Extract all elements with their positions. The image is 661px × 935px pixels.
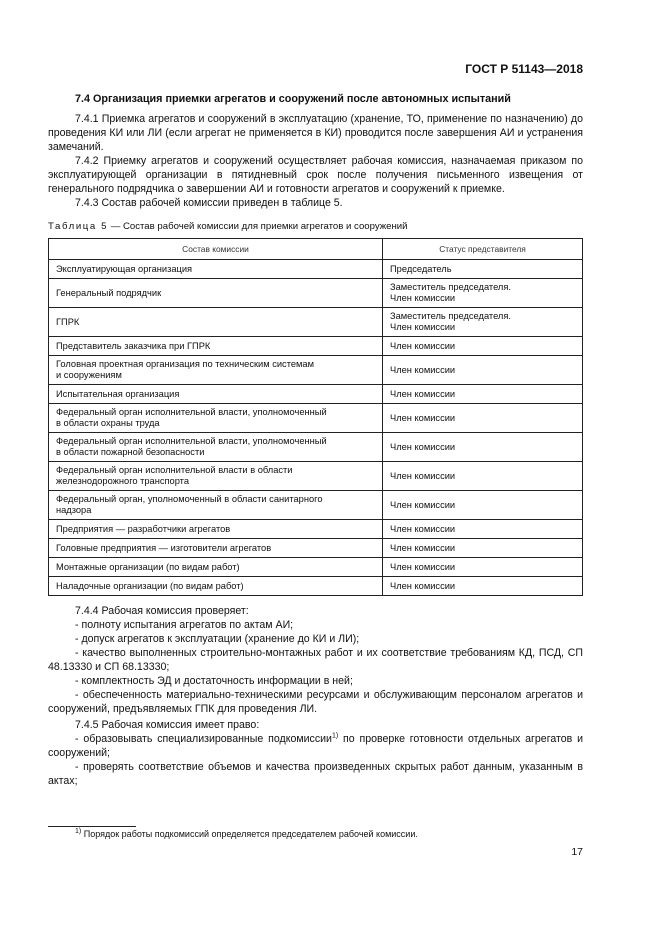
list-item: - допуск агрегатов к эксплуатации (хранение до КИ и ЛИ); <box>75 633 360 645</box>
list-item: - качество выполненных строительно-монтажных работ и их соответствие требованиям КД, ПСД, СП 48.13330 и СП 68.13330; <box>48 647 583 673</box>
table-row <box>49 279 583 308</box>
cell-member: ГПРК <box>49 308 383 337</box>
rights-intro: 7.4.5 Рабочая комиссия имеет право: <box>75 719 260 731</box>
cell-member <box>49 462 383 491</box>
checks-list <box>48 604 583 716</box>
table-row <box>49 558 583 577</box>
cell-member: Представитель заказчика при ГПРК <box>49 337 383 356</box>
table-row <box>49 356 583 385</box>
cell-status: Член комиссии <box>383 558 583 577</box>
table-row <box>49 337 583 356</box>
member-text: Федеральный орган исполнительной власти в области железнодорожного транспорта <box>56 465 293 486</box>
member-text: Федеральный орган исполнительной власти, уполномоченный в области пожарной безопасности <box>56 436 327 457</box>
list-item: - комплектность ЭД и достаточность информации в ней; <box>75 675 353 687</box>
footnote-reference: 1) <box>331 732 339 740</box>
table-row <box>49 260 583 279</box>
table-row <box>49 433 583 462</box>
paragraph-7-4-3: 7.4.3 Состав рабочей комиссии приведен в таблице 5. <box>75 197 343 209</box>
table-caption <box>48 220 583 234</box>
cell-status: Член комиссии <box>383 577 583 596</box>
table-header-row <box>49 239 583 260</box>
rights-item1-rest: по проверке готовности отдельных агрегатов и сооружений; <box>48 733 583 759</box>
checks-intro: 7.4.4 Рабочая комиссия проверяет: <box>75 605 249 617</box>
status-line: Заместитель председателя. Член комиссии <box>390 282 511 303</box>
member-text: Федеральный орган исполнительной власти, уполномоченный в области охраны труда <box>56 407 327 428</box>
footnote <box>75 829 418 839</box>
table-row <box>49 385 583 404</box>
footnote-mark: 1) <box>75 828 82 835</box>
status-line: Заместитель председателя. Член комиссии <box>390 311 511 332</box>
list-item <box>48 732 583 760</box>
page-content <box>48 92 583 788</box>
footnote-divider <box>48 826 136 827</box>
list-item: - полноту испытания агрегатов по актам АИ; <box>75 619 294 631</box>
cell-status: Член комиссии <box>383 539 583 558</box>
cell-member: Головные предприятия — изготовители агрегатов <box>49 539 383 558</box>
cell-status: Член комиссии <box>383 337 583 356</box>
cell-member <box>49 491 383 520</box>
cell-status <box>383 308 583 337</box>
commission-table <box>48 238 583 596</box>
table-row <box>49 404 583 433</box>
cell-status: Председатель <box>383 260 583 279</box>
cell-member: Предприятия — разработчики агрегатов <box>49 520 383 539</box>
table-row <box>49 491 583 520</box>
cell-member <box>49 433 383 462</box>
cell-status: Член комиссии <box>383 520 583 539</box>
standard-number: ГОСТ Р 51143—2018 <box>465 62 583 76</box>
member-text: Головная проектная организация по техническим системам и сооружениям <box>56 359 314 380</box>
table-row <box>49 539 583 558</box>
cell-status <box>383 279 583 308</box>
table-row <box>49 577 583 596</box>
section-title: 7.4 Организация приемки агрегатов и сооружений после автономных испытаний <box>75 93 511 105</box>
table-row <box>49 462 583 491</box>
page-number: 17 <box>571 846 583 858</box>
rights-item1-text: - образовывать специализированные подкомиссии <box>75 733 332 745</box>
member-text: Федеральный орган, уполномоченный в области санитарного надзора <box>56 494 323 515</box>
list-item: - проверять соответствие объемов и качества произведенных скрытых работ данным, указанным в актах; <box>48 761 583 787</box>
cell-member <box>49 404 383 433</box>
table-caption-text: — Состав рабочей комиссии для приемки агрегатов и сооружений <box>108 221 408 232</box>
table-row <box>49 308 583 337</box>
header-status: Статус представителя <box>383 239 583 260</box>
rights-list <box>48 718 583 788</box>
paragraph-7-4-1: 7.4.1 Приемка агрегатов и сооружений в эксплуатацию (хранение, ТО, применение по назначению) до проведения КИ или ЛИ (если агрегат не применяется в КИ) проводится после завершения АИ и устранения замечаний. <box>48 113 583 153</box>
cell-status: Член комиссии <box>383 356 583 385</box>
table-row <box>49 520 583 539</box>
cell-member: Наладочные организации (по видам работ) <box>49 577 383 596</box>
cell-status: Член комиссии <box>383 433 583 462</box>
header-composition: Состав комиссии <box>49 239 383 260</box>
cell-status: Член комиссии <box>383 491 583 520</box>
cell-member: Испытательная организация <box>49 385 383 404</box>
cell-status: Член комиссии <box>383 462 583 491</box>
cell-member: Генеральный подрядчик <box>49 279 383 308</box>
cell-member: Эксплуатирующая организация <box>49 260 383 279</box>
paragraph-7-4-2: 7.4.2 Приемку агрегатов и сооружений осуществляет рабочая комиссия, назначаемая приказом по эксплуатирующей организации в пятидневный срок после получения письменного извещения от генерального подрядчика о завершении АИ и готовности агрегатов и сооружений к приемке. <box>48 155 583 195</box>
list-item: - обеспеченность материально-техническими ресурсами и обслуживающим персоналом агрегатов и сооружений, предъявляемых ГПК для проведения ЛИ. <box>48 689 583 715</box>
cell-status: Член комиссии <box>383 404 583 433</box>
footnote-text: Порядок работы подкомиссий определяется председателем рабочей комиссии. <box>81 829 418 839</box>
table-caption-prefix: Таблица 5 <box>48 221 109 232</box>
cell-status: Член комиссии <box>383 385 583 404</box>
cell-member <box>49 356 383 385</box>
cell-member: Монтажные организации (по видам работ) <box>49 558 383 577</box>
